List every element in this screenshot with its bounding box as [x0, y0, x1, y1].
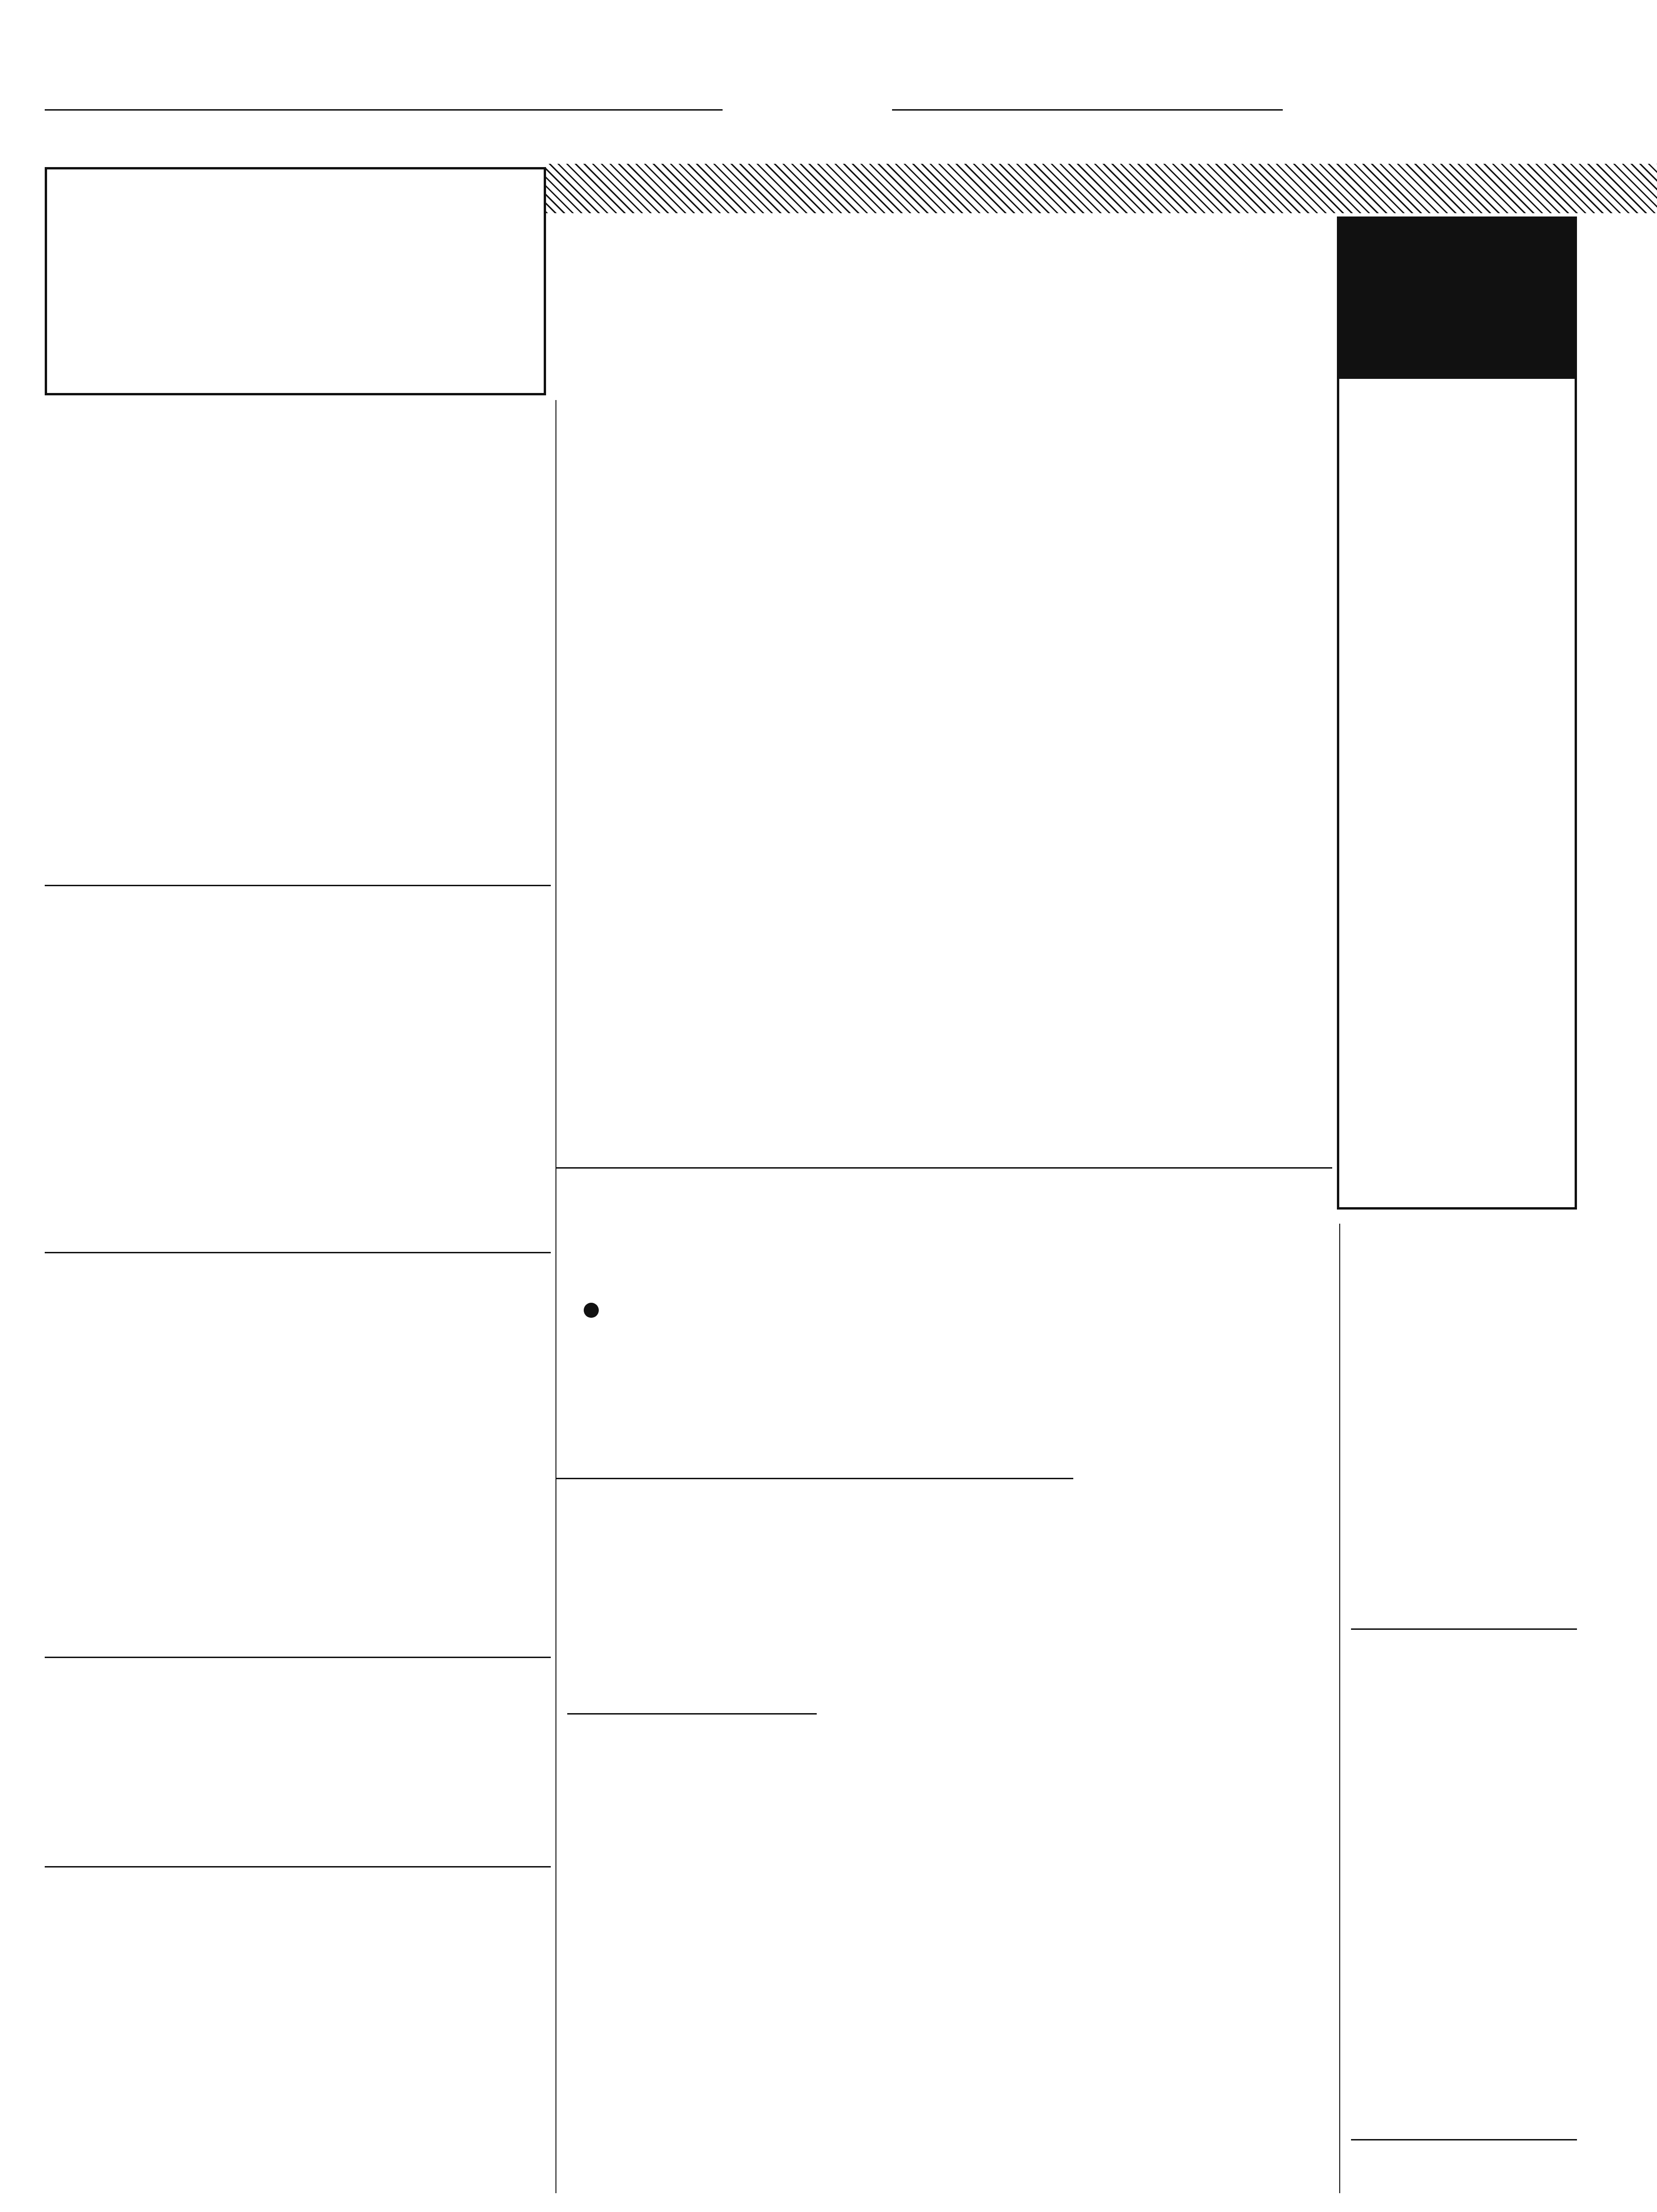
semanario-body	[1356, 1718, 1577, 2118]
rule-vitor	[45, 1866, 551, 1867]
column-separator	[555, 400, 556, 2193]
soares-body-part1	[567, 417, 1069, 1160]
soares-body-part2	[1080, 417, 1325, 1160]
rule-tiragem	[1351, 2139, 1577, 2140]
dublin-body	[572, 1825, 810, 2192]
colophon-box	[45, 167, 546, 395]
hatched-banner	[546, 164, 1657, 213]
eanes-body	[1083, 1346, 1327, 2193]
africa-body	[49, 1045, 548, 1242]
header-rule-left	[45, 109, 723, 111]
eanes-bullet-icon	[584, 1303, 599, 1318]
bombistas-body	[49, 1967, 548, 2193]
rule-pinhel	[45, 885, 551, 886]
timor-body	[1356, 1407, 1577, 1624]
rule-above-eanes	[555, 1167, 1332, 1169]
rule-above-angola	[555, 1478, 1073, 1479]
tome-nota-graphic	[1339, 219, 1575, 379]
rule-right-col	[1339, 1224, 1340, 2193]
pinhel-body	[49, 565, 548, 880]
rule-timor	[1351, 1628, 1577, 1630]
tome-nota-title	[1358, 219, 1517, 285]
header-rule-right	[892, 109, 1283, 111]
tome-nota-body	[1344, 473, 1568, 1202]
rule-namibia	[45, 1657, 551, 1658]
soares-subhead	[821, 725, 967, 732]
vitor-body	[49, 1720, 548, 1857]
tome-nota-box	[1337, 216, 1577, 1210]
rule-africa	[45, 1252, 551, 1253]
dublin-box	[567, 1713, 817, 2198]
namibia-body	[49, 1391, 548, 1645]
